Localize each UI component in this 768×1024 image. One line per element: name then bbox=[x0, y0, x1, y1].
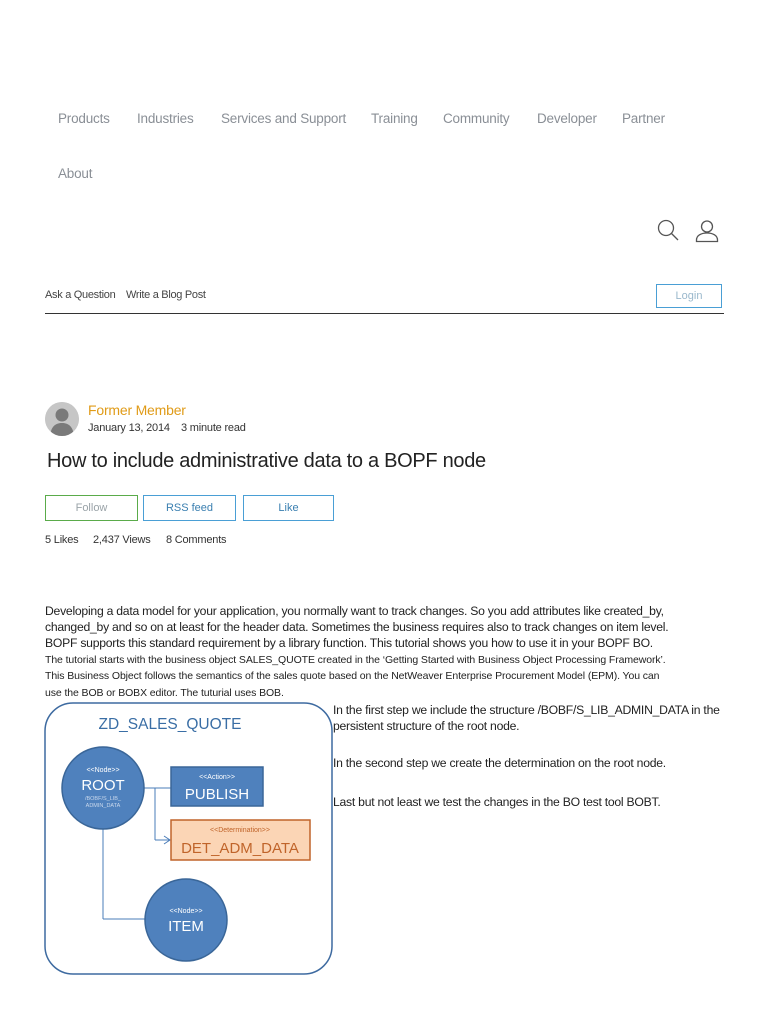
body-paragraph-line: BOPF supports this standard requirement by a library function. This tutorial shows you how to use it in your BOPF BO. bbox=[45, 636, 653, 650]
post-date: January 13, 2014 bbox=[88, 422, 170, 434]
page-title: How to include administrative data to a BOPF node bbox=[47, 450, 486, 472]
views-count: 2,437 Views bbox=[93, 534, 151, 546]
root-node-label: ROOT bbox=[81, 777, 125, 794]
write-blog-post-link[interactable]: Write a Blog Post bbox=[126, 289, 206, 301]
step-two-text: In the second step we create the determination on the root node. bbox=[333, 756, 666, 770]
nav-products[interactable]: Products bbox=[58, 111, 110, 126]
avatar-silhouette-icon bbox=[45, 402, 79, 436]
step-three-text: Last but not least we test the changes in the BO test tool BOBT. bbox=[333, 795, 661, 809]
likes-count: 5 Likes bbox=[45, 534, 79, 546]
body-paragraph-line: The tutorial starts with the business object SALES_QUOTE created in the ‘Getting Started with Business Object Processing Framework’. bbox=[45, 654, 666, 666]
body-paragraph-line: use the BOB or BOBX editor. The tuturial uses BOB. bbox=[45, 687, 284, 699]
author-name[interactable]: Former Member bbox=[88, 402, 186, 418]
like-button[interactable]: Like bbox=[243, 495, 334, 521]
root-node-structure: ADMIN_DATA bbox=[85, 803, 121, 809]
rss-feed-button[interactable]: RSS feed bbox=[143, 495, 236, 521]
root-node-structure: /BOBF/S_LIB_ bbox=[84, 796, 122, 802]
nav-partner[interactable]: Partner bbox=[622, 111, 665, 126]
search-icon[interactable] bbox=[656, 218, 680, 242]
ask-question-link[interactable]: Ask a Question bbox=[45, 289, 116, 301]
nav-community[interactable]: Community bbox=[443, 111, 510, 126]
determination-stereotype: <<Determination>> bbox=[210, 827, 270, 834]
action-label: PUBLISH bbox=[184, 786, 250, 803]
nav-developer[interactable]: Developer bbox=[537, 111, 597, 126]
diagram-title: ZD_SALES_QUOTE bbox=[98, 716, 242, 733]
nav-about[interactable]: About bbox=[58, 166, 93, 181]
item-node-stereotype: <<Node>> bbox=[169, 908, 203, 915]
body-paragraph-line: Developing a data model for your application, you normally want to track changes. So you add attributes like created_by, bbox=[45, 604, 664, 618]
bo-structure-diagram bbox=[44, 702, 334, 976]
nav-industries[interactable]: Industries bbox=[137, 111, 194, 126]
login-button[interactable]: Login bbox=[656, 284, 722, 308]
root-node-stereotype: <<Node>> bbox=[86, 767, 120, 774]
body-paragraph-line: This Business Object follows the semantics of the sales quote based on the NetWeaver Enterprise Procurement Model (EPM). You can bbox=[45, 670, 660, 682]
step-one-text: In the first step we include the structure /BOBF/S_LIB_ADMIN_DATA in the persistent structure of the root node. bbox=[333, 703, 720, 733]
avatar bbox=[45, 402, 79, 436]
header-divider bbox=[45, 313, 724, 314]
determination-label: DET_ADM_DATA bbox=[181, 840, 299, 857]
comments-count[interactable]: 8 Comments bbox=[166, 534, 227, 546]
body-paragraph-line: changed_by and so on at least for the header data. Sometimes the business requires also to track changes on item level. bbox=[45, 620, 669, 634]
nav-services-and-support[interactable]: Services and Support bbox=[221, 111, 347, 126]
follow-button[interactable]: Follow bbox=[45, 495, 138, 521]
item-node-label: ITEM bbox=[168, 918, 204, 935]
user-icon[interactable] bbox=[694, 218, 720, 244]
read-time: 3 minute read bbox=[181, 422, 246, 434]
nav-training[interactable]: Training bbox=[371, 111, 418, 126]
action-stereotype: <<Action>> bbox=[199, 774, 235, 781]
